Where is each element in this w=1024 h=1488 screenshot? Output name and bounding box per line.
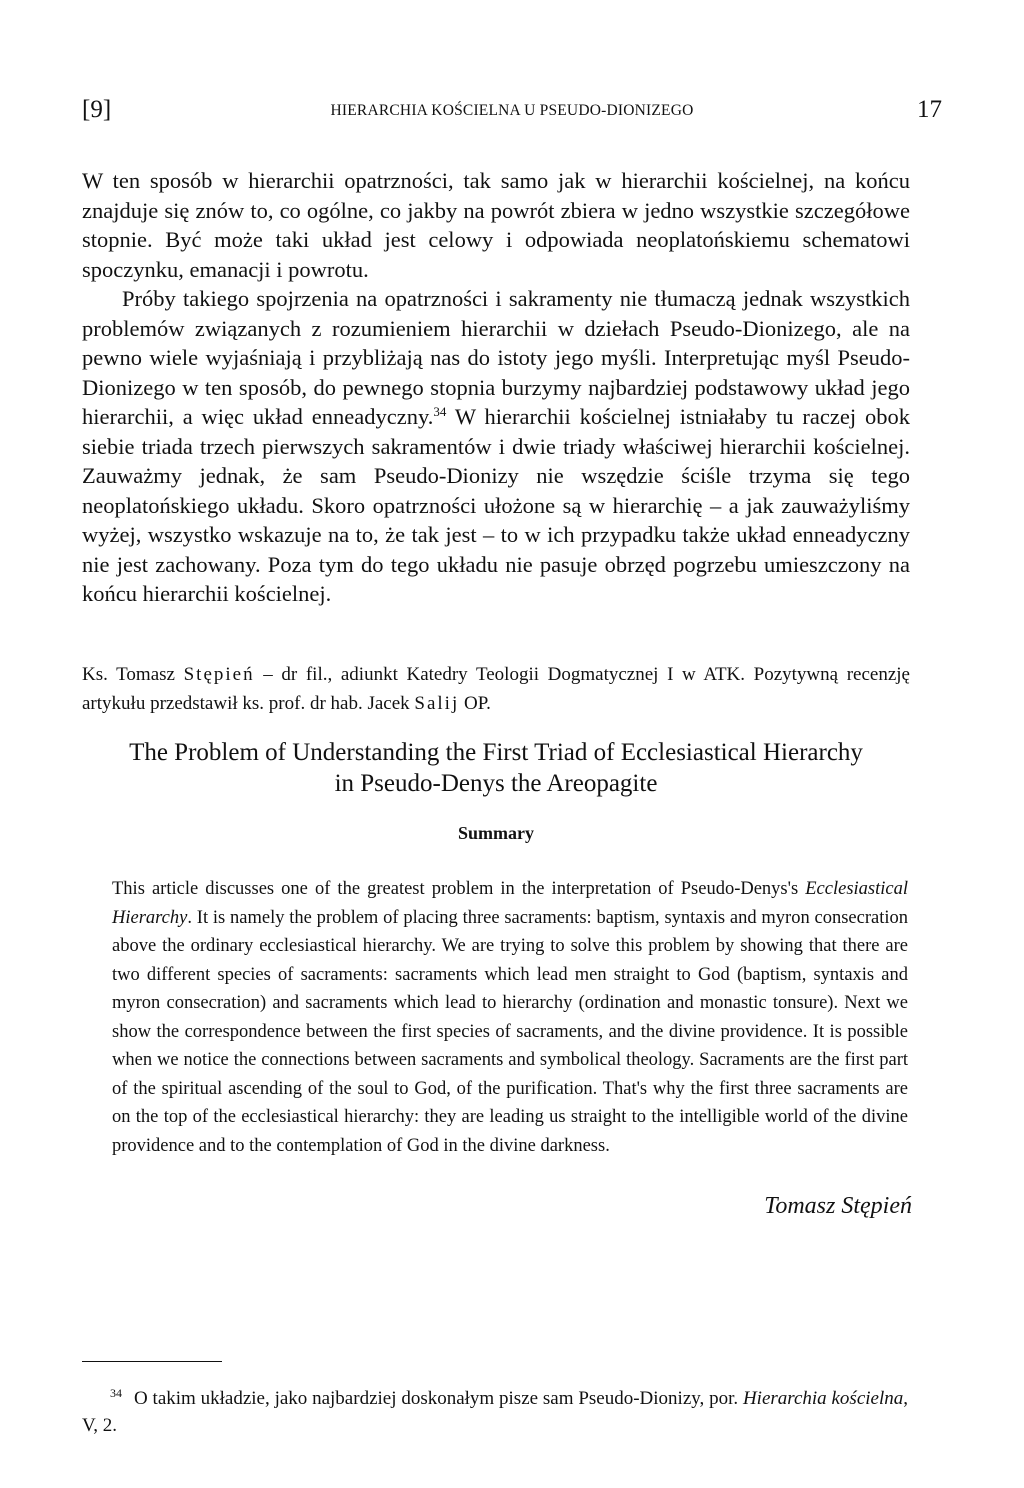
reviewer-name: Salij [414,693,460,714]
author-signature: Tomasz Stępień [764,1193,912,1219]
summary-heading: Summary [458,823,534,843]
summary-book-title: Ecclesiastical Hierarchy [112,879,908,928]
author-name: Stępień [183,664,255,685]
summary-title-line-2: in Pseudo-Denys the Areopagite [334,770,658,797]
body-text [82,166,910,609]
summary-text-rest: . It is namely the problem of placing three sacraments: baptism, syntaxis and myron consecration above the ordinary ecclesiastical hierarchy. We are trying to solve this problem by showing that there are two different species of sacraments: sacraments which lead men straight to God (baptism, syntaxis and myron consecration) and sacraments which lead to hierarchy (ordination and monastic tonsure). Next we show the correspondence between the first species of sacraments, and the divine providence. It is possible when we notice the connections between sacraments and symbolical theology. Sacraments are the first part of the spiritual ascending of the soul to God, of the purification. That's why the first three sacraments are on the top of the ecclesiastical hierarchy: they are leading us straight to the intelligible world of the divine providence and to the contemplation of God in the divine darkness. [112,907,908,1156]
author-note-suffix: OP. [459,693,491,714]
author-note [82,660,910,718]
footnote-number: 34 [110,1386,122,1400]
paragraph-1: W ten sposób w hierarchii opatrzności, tak samo jak w hierarchii kościelnej, na końcu znajduje się znów to, co ogólne, co jakby na powrót zbiera w jedno wszystkie szczegółowe stopnie. Być może taki układ jest celowy i odpowiada neoplatońskiemu schematowi spoczynku, emanacji i powrotu. [82,168,910,282]
paragraph-2-part-2: W hierarchii kościelnej istniałaby tu raczej obok siebie triada trzech pierwszych sakramentów i dwie triady właściwej hierarchii kościelnej. Zauważmy jednak, że sam Pseudo-Dionizy nie wszędzie ściśle trzyma się tego neoplatońskiego układu. Skoro opatrzności ułożone są w hierarchię – a jak zauważyliśmy wyżej, wszystko wskazuje na to, że tak jest – to w ich przypadku także układ enneadyczny nie jest zachowany. Poza tym do tego układu nie pasuje obrzęd pogrzebu umieszczony na końcu hierarchii kościelnej. [82,404,910,606]
footnote [82,1385,908,1439]
summary-paragraph [112,875,908,1160]
summary-title [82,737,910,799]
footnote-text: O takim układzie, jako najbardziej doskonałym pisze sam Pseudo-Dionizy, por. [134,1388,743,1409]
footnote-citation: Hierarchia kościelna [742,1388,904,1409]
author-note-prefix: Ks. Tomasz [82,664,184,685]
footnote-paragraph [82,1385,908,1439]
page-number: 17 [917,96,942,123]
footnote-tail: , V, 2. [82,1388,909,1436]
summary-text-start: This article discusses one of the greatest problem in the interpretation of Pseudo-Denys's [112,879,806,899]
footnote-divider [82,1361,222,1362]
section-number: [9] [82,96,112,123]
running-title: HIERARCHIA KOŚCIELNA U PSEUDO-DIONIZEGO [330,102,694,119]
paragraph-2-part-1: Próby takiego spojrzenia na opatrzności i sakramenty nie tłumaczą jednak wszystkich problemów związanych z rozumieniem hierarchii w dziełach Pseudo-Dionizego, ale na pewno wiele wyjaśniają i przybliżają nas do istoty jego myśli. Interpretując myśl Pseudo-Dionizego w ten sposób, do pewnego stopnia burzymy najbardziej podstawowy układ jego hierarchii, a więc układ enneadyczny. [82,286,910,429]
footnote-reference[interactable]: 34 [433,404,447,419]
paragraph-2 [82,284,910,609]
author-note-middle: – dr fil., adiunkt Katedry Teologii Dogmatycznej I w ATK. Pozytywną recenzję artykułu przedstawił ks. prof. dr hab. Jacek [82,664,910,714]
summary-title-line-1: The Problem of Understanding the First Triad of Ecclesiastical Hierarchy [129,739,863,766]
running-header [82,96,942,136]
summary-text [112,875,908,1160]
